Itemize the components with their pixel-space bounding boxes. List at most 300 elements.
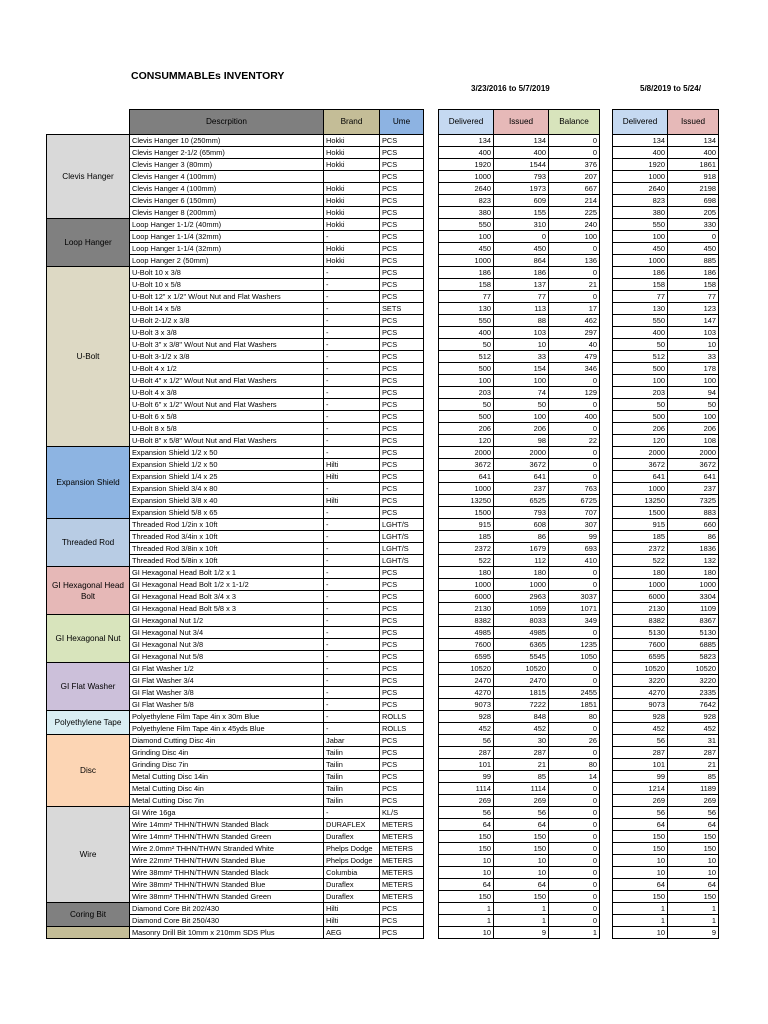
period-1-b-cell: 1000 [494, 579, 549, 591]
brand-cell: Tailin [324, 759, 380, 771]
table-row [439, 279, 600, 291]
period-2-table [612, 109, 719, 939]
brand-cell: - [324, 579, 380, 591]
table-row [439, 147, 600, 159]
category-cell: Coring Bit [47, 903, 130, 927]
table-row [439, 879, 600, 891]
table-row [439, 339, 600, 351]
table-row [439, 135, 600, 147]
period-1-c-cell: 400 [549, 411, 600, 423]
period-1-c-cell: 0 [549, 471, 600, 483]
table-row [439, 543, 600, 555]
table-row [47, 219, 424, 231]
unit-cell: SETS [380, 303, 424, 315]
unit-cell: PCS [380, 615, 424, 627]
category-cell: Expansion Shield [47, 447, 130, 519]
table-row [613, 855, 719, 867]
page-title: CONSUMMABLEs INVENTORY [131, 70, 285, 82]
description-cell: Wire 22mm² THHN/THWN Standed Blue [130, 855, 324, 867]
brand-cell: - [324, 663, 380, 675]
table-row [613, 651, 719, 663]
table-row [439, 687, 600, 699]
unit-cell: PCS [380, 927, 424, 939]
period-2-b-cell: 8367 [668, 615, 719, 627]
period-1-b-cell: 452 [494, 723, 549, 735]
description-cell: Clevis Hanger 4 (100mm) [130, 171, 324, 183]
period-1-a-cell: 928 [439, 711, 494, 723]
category-cell [47, 927, 130, 939]
period-2-a-cell: 915 [613, 519, 668, 531]
description-cell: GI Flat Washer 1/2 [130, 663, 324, 675]
period-2-b-cell: 33 [668, 351, 719, 363]
period-1-b-cell: 310 [494, 219, 549, 231]
period-2-a-cell: 400 [613, 147, 668, 159]
brand-cell: Tailin [324, 771, 380, 783]
brand-cell: - [324, 423, 380, 435]
period-1-a-cell: 1 [439, 903, 494, 915]
description-cell: Wire 38mm² THHN/THWN Standed Green [130, 891, 324, 903]
table-row [613, 375, 719, 387]
period-2-b-cell: 5823 [668, 651, 719, 663]
table-row [439, 363, 600, 375]
brand-cell: - [324, 699, 380, 711]
description-header: Descrpition [130, 110, 324, 135]
period-1-a-cell: 120 [439, 435, 494, 447]
description-cell: GI Hexagonal Head Bolt 5/8 x 3 [130, 603, 324, 615]
table-row [613, 171, 719, 183]
table-row [613, 807, 719, 819]
description-cell: U-Bolt 8" x 5/8" W/out Nut and Flat Washers [130, 435, 324, 447]
table-row [439, 447, 600, 459]
table-row [439, 315, 600, 327]
period-1-c-cell: 100 [549, 231, 600, 243]
period-1-a-cell: 206 [439, 423, 494, 435]
table-row [439, 207, 600, 219]
period-1-b-cell: 30 [494, 735, 549, 747]
period-1-b-cell: 2000 [494, 447, 549, 459]
period-1-b-cell: 77 [494, 291, 549, 303]
period-1-a-cell: 1000 [439, 579, 494, 591]
table-row [613, 783, 719, 795]
table-row [439, 723, 600, 735]
period-2-b-cell: 10520 [668, 663, 719, 675]
table-row [47, 711, 424, 723]
period-2-a-cell: 452 [613, 723, 668, 735]
period-1-b-cell: 21 [494, 759, 549, 771]
period-2-b-cell: 134 [668, 135, 719, 147]
table-row [613, 483, 719, 495]
period-2-a-cell: 3672 [613, 459, 668, 471]
unit-cell: PCS [380, 423, 424, 435]
unit-cell: PCS [380, 783, 424, 795]
brand-cell: - [324, 387, 380, 399]
issued-header: Issued [494, 110, 549, 135]
period-1-b-cell: 113 [494, 303, 549, 315]
period-2-a-cell: 400 [613, 327, 668, 339]
period-1-c-cell: 0 [549, 855, 600, 867]
period-1-c-cell: 17 [549, 303, 600, 315]
brand-cell: Hilti [324, 903, 380, 915]
period-1-b-cell: 237 [494, 483, 549, 495]
table-row [439, 303, 600, 315]
period-1-a-cell: 7600 [439, 639, 494, 651]
description-cell: Wire 38mm² THHN/THWN Standed Blue [130, 879, 324, 891]
period-2-a-cell: 1000 [613, 579, 668, 591]
period-1-a-cell: 56 [439, 735, 494, 747]
brand-cell: - [324, 291, 380, 303]
period-1-c-cell: 0 [549, 795, 600, 807]
brand-cell: - [324, 267, 380, 279]
table-row [439, 915, 600, 927]
brand-cell: - [324, 351, 380, 363]
description-cell: U-Bolt 6 x 5/8 [130, 411, 324, 423]
table-row [613, 447, 719, 459]
period-1-b-cell: 180 [494, 567, 549, 579]
period-1-a-cell: 150 [439, 831, 494, 843]
table-row [439, 843, 600, 855]
period-1-a-cell: 641 [439, 471, 494, 483]
table-row [613, 459, 719, 471]
period-1-c-cell: 0 [549, 267, 600, 279]
period-1-b-cell: 206 [494, 423, 549, 435]
period-1-a-cell: 64 [439, 819, 494, 831]
period-2-b-cell: 206 [668, 423, 719, 435]
brand-cell: - [324, 591, 380, 603]
brand-cell: - [324, 639, 380, 651]
table-row [613, 663, 719, 675]
period-2-a-cell: 1214 [613, 783, 668, 795]
unit-cell: METERS [380, 891, 424, 903]
table-row [439, 531, 600, 543]
table-row [439, 567, 600, 579]
period-1-b-cell: 450 [494, 243, 549, 255]
period-1-a-cell: 101 [439, 759, 494, 771]
table-row [613, 927, 719, 939]
brand-cell: Hokki [324, 183, 380, 195]
period-2-b-cell: 6885 [668, 639, 719, 651]
brand-cell: - [324, 279, 380, 291]
period-1-a-cell: 380 [439, 207, 494, 219]
description-cell: Clevis Hanger 3 (80mm) [130, 159, 324, 171]
period-2-a-cell: 206 [613, 423, 668, 435]
period-1-a-cell: 1000 [439, 255, 494, 267]
table-row [613, 195, 719, 207]
unit-cell: PCS [380, 507, 424, 519]
period-1-a-cell: 500 [439, 411, 494, 423]
period-1-c-cell: 0 [549, 831, 600, 843]
table-row [439, 795, 600, 807]
table-row [613, 567, 719, 579]
description-cell: GI Hexagonal Head Bolt 1/2 x 1-1/2 [130, 579, 324, 591]
table-row [439, 483, 600, 495]
period-1-b-cell: 98 [494, 435, 549, 447]
period-2-a-cell: 77 [613, 291, 668, 303]
description-cell: U-Bolt 3" x 3/8" W/out Nut and Flat Washers [130, 339, 324, 351]
period-1-b-cell: 4985 [494, 627, 549, 639]
period-1-a-cell: 450 [439, 243, 494, 255]
unit-cell: METERS [380, 831, 424, 843]
brand-cell: Tailin [324, 795, 380, 807]
unit-cell: PCS [380, 147, 424, 159]
period-1-a-cell: 287 [439, 747, 494, 759]
description-cell: U-Bolt 10 x 3/8 [130, 267, 324, 279]
period-1-b-cell: 1 [494, 903, 549, 915]
period-1-b-cell: 100 [494, 411, 549, 423]
period-1-b-cell: 88 [494, 315, 549, 327]
table-row [613, 159, 719, 171]
period-2-a-cell: 10 [613, 927, 668, 939]
brand-cell: - [324, 375, 380, 387]
brand-cell: Hokki [324, 159, 380, 171]
period-1-c-cell: 6725 [549, 495, 600, 507]
period-2-a-cell: 512 [613, 351, 668, 363]
table-row [47, 567, 424, 579]
description-cell: Expansion Shield 5/8 x 65 [130, 507, 324, 519]
period-1-a-cell: 77 [439, 291, 494, 303]
unit-cell: PCS [380, 399, 424, 411]
period-1-c-cell: 99 [549, 531, 600, 543]
period-1-c-cell: 0 [549, 579, 600, 591]
period-1-c-cell: 0 [549, 627, 600, 639]
period-2-b-cell: 50 [668, 399, 719, 411]
period-1-b-cell: 150 [494, 843, 549, 855]
table-row [439, 735, 600, 747]
period-2-a-cell: 4270 [613, 687, 668, 699]
table-row [613, 303, 719, 315]
description-cell: U-Bolt 12" x 1/2" W/out Nut and Flat Washers [130, 291, 324, 303]
unit-cell: PCS [380, 279, 424, 291]
period-1-a-cell: 550 [439, 315, 494, 327]
period-2-b-cell: 147 [668, 315, 719, 327]
unit-cell: PCS [380, 747, 424, 759]
period-1-b-cell: 8033 [494, 615, 549, 627]
period-1-c-cell: 479 [549, 351, 600, 363]
description-cell: Polyethylene Film Tape 4in x 45yds Blue [130, 723, 324, 735]
period-2-a-cell: 150 [613, 891, 668, 903]
period-1-a-cell: 64 [439, 879, 494, 891]
table-row [439, 627, 600, 639]
table-row [439, 183, 600, 195]
description-cell: Loop Hanger 1-1/4 (32mm) [130, 243, 324, 255]
unit-cell: PCS [380, 315, 424, 327]
period-2-a-cell: 1920 [613, 159, 668, 171]
period-2-b-cell: 21 [668, 759, 719, 771]
description-cell: GI Hexagonal Nut 1/2 [130, 615, 324, 627]
description-cell: Wire 14mm² THHN/THWN Standed Green [130, 831, 324, 843]
period-1-b-cell: 2470 [494, 675, 549, 687]
table-row [613, 879, 719, 891]
period-1-b-cell: 1679 [494, 543, 549, 555]
table-row [439, 603, 600, 615]
period-2-a-cell: 101 [613, 759, 668, 771]
description-cell: GI Hexagonal Nut 5/8 [130, 651, 324, 663]
period-2-b-cell: 928 [668, 711, 719, 723]
table-row [439, 591, 600, 603]
table-row [47, 807, 424, 819]
description-cell: Metal Cutting Disc 7in [130, 795, 324, 807]
table-row [439, 231, 600, 243]
period-1-c-cell: 693 [549, 543, 600, 555]
brand-cell: - [324, 807, 380, 819]
period-1-a-cell: 134 [439, 135, 494, 147]
period-2-b-cell: 86 [668, 531, 719, 543]
period-2-b-cell: 10 [668, 855, 719, 867]
description-cell: Diamond Core Bit 202/430 [130, 903, 324, 915]
table-row [47, 735, 424, 747]
period-2-a-cell: 641 [613, 471, 668, 483]
period-2-a-cell: 8382 [613, 615, 668, 627]
unit-cell: PCS [380, 291, 424, 303]
description-cell: Masonry Drill Bit 10mm x 210mm SDS Plus [130, 927, 324, 939]
period-1-c-cell: 0 [549, 663, 600, 675]
table-row [439, 639, 600, 651]
table-row [439, 423, 600, 435]
table-row [613, 591, 719, 603]
table-row [439, 327, 600, 339]
period-1-a-cell: 400 [439, 327, 494, 339]
period-1-c-cell: 0 [549, 747, 600, 759]
brand-cell: - [324, 411, 380, 423]
period-2-b-cell: 85 [668, 771, 719, 783]
brand-cell: Tailin [324, 747, 380, 759]
period-2-a-cell: 450 [613, 243, 668, 255]
brand-cell: - [324, 399, 380, 411]
table-row [439, 159, 600, 171]
period-1-c-cell: 22 [549, 435, 600, 447]
table-row [613, 723, 719, 735]
unit-cell: PCS [380, 591, 424, 603]
table-row [613, 831, 719, 843]
period-2-b-cell: 452 [668, 723, 719, 735]
description-cell: U-Bolt 4 x 1/2 [130, 363, 324, 375]
period-1-a-cell: 512 [439, 351, 494, 363]
period-2-a-cell: 3220 [613, 675, 668, 687]
period-2-a-cell: 10 [613, 867, 668, 879]
table-row [439, 507, 600, 519]
period-2-b-cell: 180 [668, 567, 719, 579]
table-row [439, 387, 600, 399]
period-1-c-cell: 1050 [549, 651, 600, 663]
brand-cell: - [324, 543, 380, 555]
brand-cell: - [324, 711, 380, 723]
unit-cell: PCS [380, 471, 424, 483]
brand-cell: - [324, 567, 380, 579]
period-1-a-cell: 269 [439, 795, 494, 807]
period-1-b-cell: 848 [494, 711, 549, 723]
description-cell: Threaded Rod 3/8in x 10ft [130, 543, 324, 555]
period-2-a-cell: 500 [613, 411, 668, 423]
period-1-b-cell: 608 [494, 519, 549, 531]
table-row [613, 747, 719, 759]
period-1-c-cell: 40 [549, 339, 600, 351]
period-2-b-cell: 885 [668, 255, 719, 267]
delivered-header: Delivered [439, 110, 494, 135]
period-1-b-cell: 6365 [494, 639, 549, 651]
table-row [439, 747, 600, 759]
period-1-b-cell: 137 [494, 279, 549, 291]
description-cell: GI Hexagonal Head Bolt 3/4 x 3 [130, 591, 324, 603]
category-cell: Threaded Rod [47, 519, 130, 567]
period-1-b-cell: 1973 [494, 183, 549, 195]
period-2-a-cell: 522 [613, 555, 668, 567]
period-1-c-cell: 0 [549, 915, 600, 927]
unit-cell: PCS [380, 447, 424, 459]
table-row [439, 255, 600, 267]
period-1-b-cell: 864 [494, 255, 549, 267]
unit-header: Ume [380, 110, 424, 135]
period-1-c-cell: 1071 [549, 603, 600, 615]
period-1-c-cell: 26 [549, 735, 600, 747]
unit-cell: METERS [380, 819, 424, 831]
period-1-b-cell: 1114 [494, 783, 549, 795]
period-2-a-cell: 10 [613, 855, 668, 867]
category-cell: Disc [47, 735, 130, 807]
table-row [439, 555, 600, 567]
period-1-a-cell: 150 [439, 843, 494, 855]
period-2-a-cell: 6000 [613, 591, 668, 603]
period-2-b-cell: 3220 [668, 675, 719, 687]
table-row [439, 819, 600, 831]
description-cell: Wire 14mm² THHN/THWN Standed Black [130, 819, 324, 831]
period-1-c-cell: 0 [549, 459, 600, 471]
period-1-b-cell: 5545 [494, 651, 549, 663]
description-cell: Threaded Rod 1/2in x 10ft [130, 519, 324, 531]
period-1-a-cell: 2130 [439, 603, 494, 615]
period-label-2: 5/8/2019 to 5/24/ [640, 84, 701, 93]
period-1-b-cell: 0 [494, 231, 549, 243]
period-2-a-cell: 203 [613, 387, 668, 399]
table-row [613, 423, 719, 435]
period-2-a-cell: 134 [613, 135, 668, 147]
description-cell: Expansion Shield 1/2 x 50 [130, 459, 324, 471]
period-1-c-cell: 0 [549, 675, 600, 687]
period-2-b-cell: 1836 [668, 543, 719, 555]
brand-cell: - [324, 483, 380, 495]
table-row [613, 387, 719, 399]
period-1-b-cell: 150 [494, 831, 549, 843]
description-cell: Diamond Core Bit 250/430 [130, 915, 324, 927]
unit-cell: PCS [380, 183, 424, 195]
table-row [613, 555, 719, 567]
period-2-b-cell: 0 [668, 231, 719, 243]
table-row [613, 603, 719, 615]
period-1-b-cell: 1059 [494, 603, 549, 615]
period-2-a-cell: 1 [613, 915, 668, 927]
unit-cell: METERS [380, 855, 424, 867]
description-cell: Expansion Shield 3/4 x 80 [130, 483, 324, 495]
period-2-b-cell: 64 [668, 879, 719, 891]
description-cell: Loop Hanger 1-1/2 (40mm) [130, 219, 324, 231]
table-row [613, 147, 719, 159]
brand-cell: - [324, 531, 380, 543]
period-1-b-cell: 154 [494, 363, 549, 375]
period-2-b-cell: 287 [668, 747, 719, 759]
unit-cell: PCS [380, 363, 424, 375]
unit-cell: PCS [380, 579, 424, 591]
unit-cell: PCS [380, 639, 424, 651]
period-1-a-cell: 2640 [439, 183, 494, 195]
brand-cell: - [324, 687, 380, 699]
table-row [439, 651, 600, 663]
table-row [439, 579, 600, 591]
period-2-a-cell: 180 [613, 567, 668, 579]
table-row [47, 903, 424, 915]
brand-cell: - [324, 303, 380, 315]
period-1-c-cell: 1235 [549, 639, 600, 651]
category-header [47, 110, 130, 135]
brand-cell: - [324, 555, 380, 567]
unit-cell: METERS [380, 843, 424, 855]
